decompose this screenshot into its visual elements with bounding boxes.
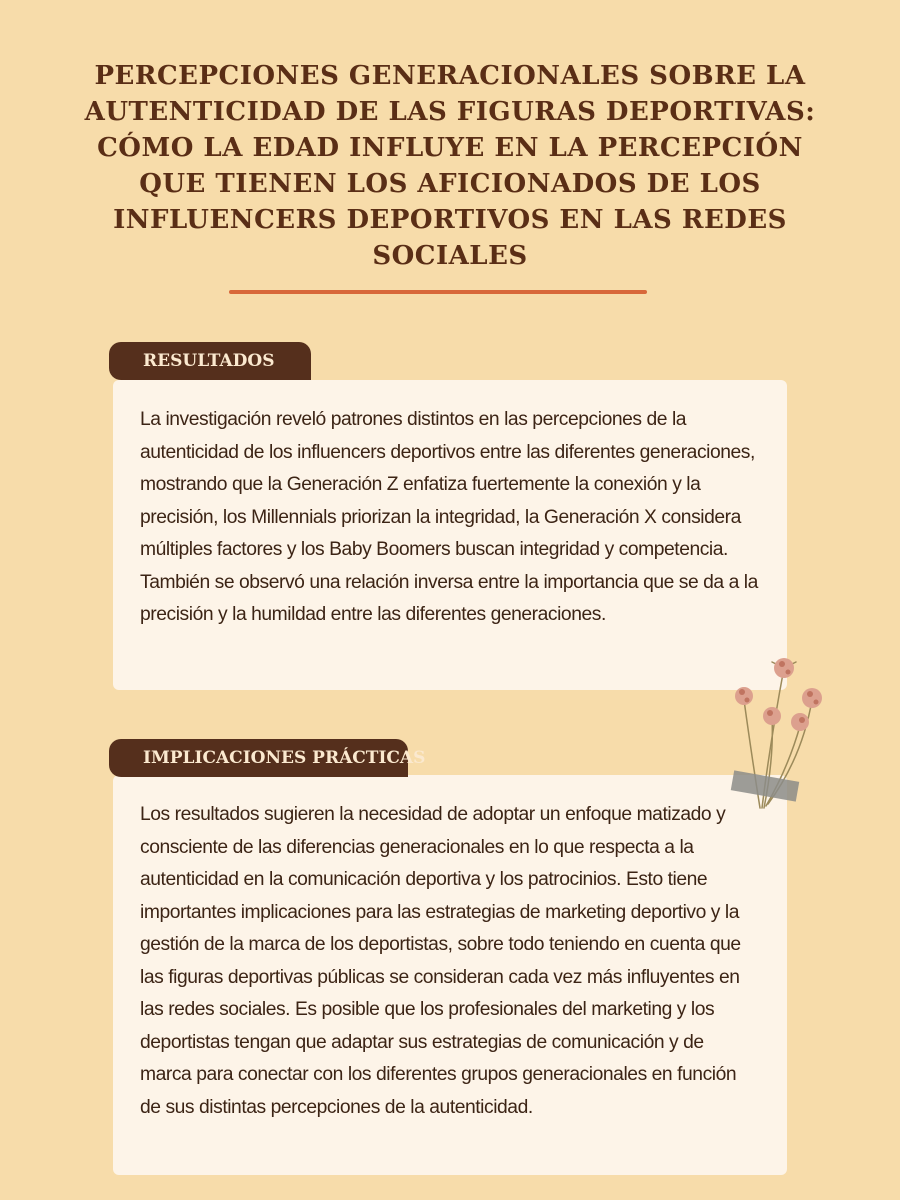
- dried-flowers-icon: [722, 648, 862, 823]
- results-heading-tab: RESULTADOS: [109, 342, 311, 380]
- title-divider: [229, 290, 647, 294]
- implications-heading-tab: IMPLICACIONES PRÁCTICAS: [109, 739, 408, 777]
- implications-text: Los resultados sugieren la necesidad de adoptar un enfoque matizado y consciente de las diferencias generacionales en lo que respecta a la autenticidad en la comunicación deportiva y los patrocinios. Esto tiene importantes implicaciones para las estrategias de marketing deportivo y la gestión de la marca de los deportistas, sobre todo teniendo en cuenta que las figuras deportivas públicas se consideran cada vez más influyentes en las redes sociales. Es posible que los profesionales del marketing y los deportistas tengan que adaptar sus estrategias de comunicación y de marca para conectar con los diferentes grupos generacionales en función de sus distintas percepciones de la autenticidad.: [140, 804, 741, 1118]
- results-card: [113, 380, 787, 690]
- page-title: PERCEPCIONES GENERACIONALES SOBRE LA AUTENTICIDAD DE LAS FIGURAS DEPORTIVAS: CÓMO LA EDAD INFLUYE EN LA PERCEPCIÓN QUE TIENEN LOS AFICIONADOS DE LOS INFLUENCERS DEPORTIVOS EN LAS REDES SOCIALES: [84, 61, 816, 271]
- implications-card: [113, 775, 787, 1175]
- results-text: La investigación reveló patrones distintos en las percepciones de la autenticidad de los influencers deportivos entre las diferentes generaciones, mostrando que la Generación Z enfatiza fuertemente la conexión y la precisión, los Millennials priorizan la integridad, la Generación X considera múltiples factores y los Baby Boomers buscan integridad y competencia. También se observó una relación inversa entre la importancia que se da a la precisión y la humildad entre las diferentes generaciones.: [140, 409, 758, 625]
